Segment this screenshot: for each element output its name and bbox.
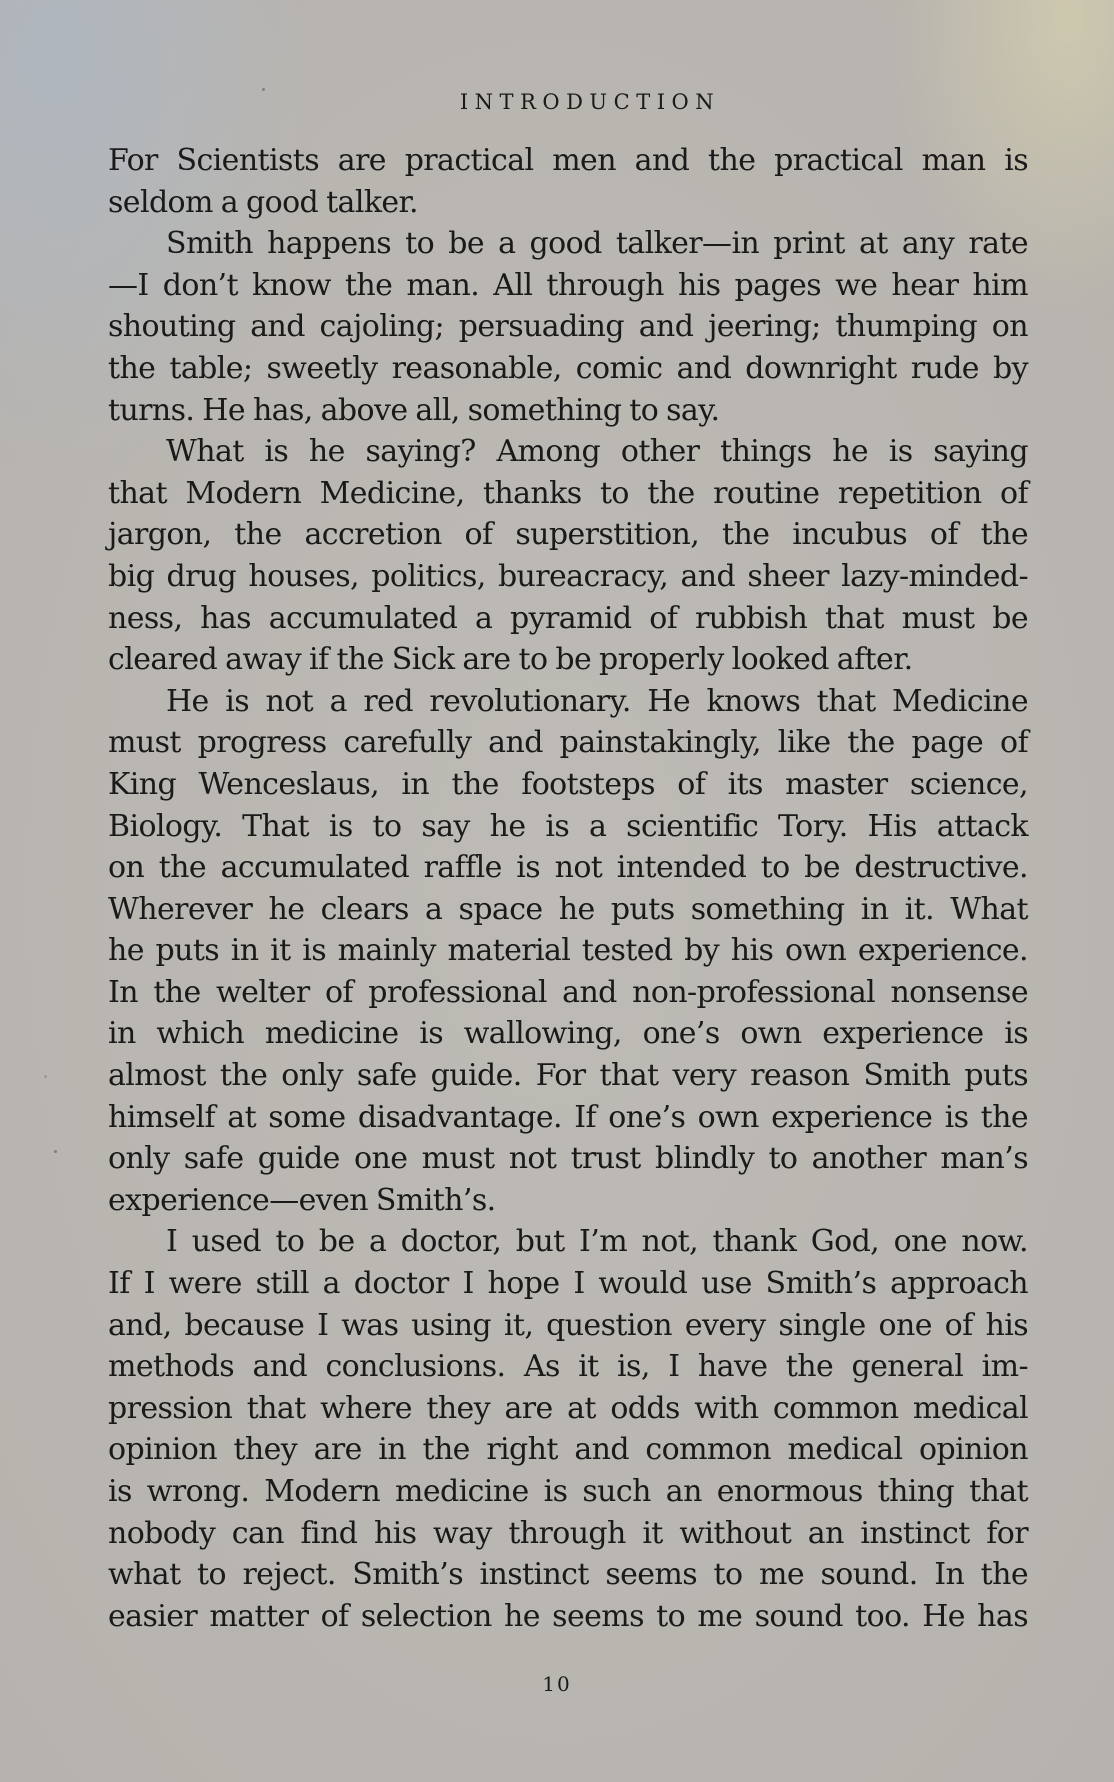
text-line: only safe guide one must not trust blindly to another man’s <box>108 1141 1028 1177</box>
text-line: easier matter of selection he seems to me sound too. He has <box>108 1598 1028 1634</box>
text-line: opinion they are in the right and common medical opinion <box>108 1432 1028 1468</box>
text-line: In the welter of professional and non-professional nonsense <box>108 974 1028 1010</box>
text-line: If I were still a doctor I hope I would use Smith’s approach <box>108 1266 1028 1302</box>
text-line: he puts in it is mainly material tested by his own experience. <box>108 933 1028 969</box>
text-line: ness, has accumulated a pyramid of rubbish that must be <box>108 600 1028 636</box>
running-head: INTRODUCTION <box>459 90 721 114</box>
text-line: Biology. That is to say he is a scientific Tory. His attack <box>108 808 1028 844</box>
paper-speck <box>44 1075 47 1078</box>
text-line: pression that where they are at odds with common medical <box>108 1390 1028 1426</box>
text-line: and, because I was using it, question every single one of his <box>108 1307 1028 1343</box>
text-line: what to reject. Smith’s instinct seems to me sound. In the <box>108 1557 1028 1593</box>
text-line: himself at some disadvantage. If one’s own experience is the <box>108 1099 1028 1135</box>
text-line: What is he saying? Among other things he is saying <box>166 434 1028 470</box>
text-line: seldom a good talker. <box>108 184 418 220</box>
paper-speck <box>262 88 265 91</box>
text-line: King Wenceslaus, in the footsteps of its master science, <box>108 766 1028 802</box>
text-line: big drug houses, politics, bureacracy, and sheer lazy-minded- <box>108 558 1028 594</box>
paper-speck <box>54 1150 57 1153</box>
text-line: is wrong. Modern medicine is such an enormous thing that <box>108 1474 1028 1509</box>
text-line: nobody can find his way through it without an instinct for <box>108 1515 1028 1551</box>
text-line: jargon, the accretion of superstition, the incubus of the <box>108 517 1028 553</box>
text-line: must progress carefully and painstakingly, like the page of <box>108 725 1028 761</box>
text-line: For Scientists are practical men and the practical man is <box>108 143 1028 178</box>
text-line: on the accumulated raffle is not intended to be destructive. <box>108 850 1028 886</box>
text-line: —I don’t know the man. All through his pages we hear him <box>108 267 1028 303</box>
text-line: shouting and cajoling; persuading and jeering; thumping on <box>108 309 1028 345</box>
text-line: He is not a red revolutionary. He knows that Medicine <box>166 683 1028 719</box>
text-line: methods and conclusions. As it is, I have the general im- <box>108 1349 1028 1385</box>
page-number: 10 <box>542 1672 572 1696</box>
text-line: almost the only safe guide. For that very reason Smith puts <box>108 1058 1028 1094</box>
text-line: I used to be a doctor, but I’m not, thank God, one now. <box>166 1224 1028 1260</box>
text-line: Wherever he clears a space he puts something in it. What <box>108 891 1028 927</box>
text-line: experience—even Smith’s. <box>108 1182 496 1218</box>
text-line: that Modern Medicine, thanks to the routine repetition of <box>108 475 1028 511</box>
text-line: cleared away if the Sick are to be properly looked after. <box>108 642 913 678</box>
text-line: in which medicine is wallowing, one’s own experience is <box>108 1016 1028 1052</box>
text-line: the table; sweetly reasonable, comic and downright rude by <box>108 350 1028 386</box>
body-text <box>108 140 1028 1637</box>
text-line: turns. He has, above all, something to say. <box>108 392 720 428</box>
text-line: Smith happens to be a good talker—in print at any rate <box>166 226 1028 262</box>
